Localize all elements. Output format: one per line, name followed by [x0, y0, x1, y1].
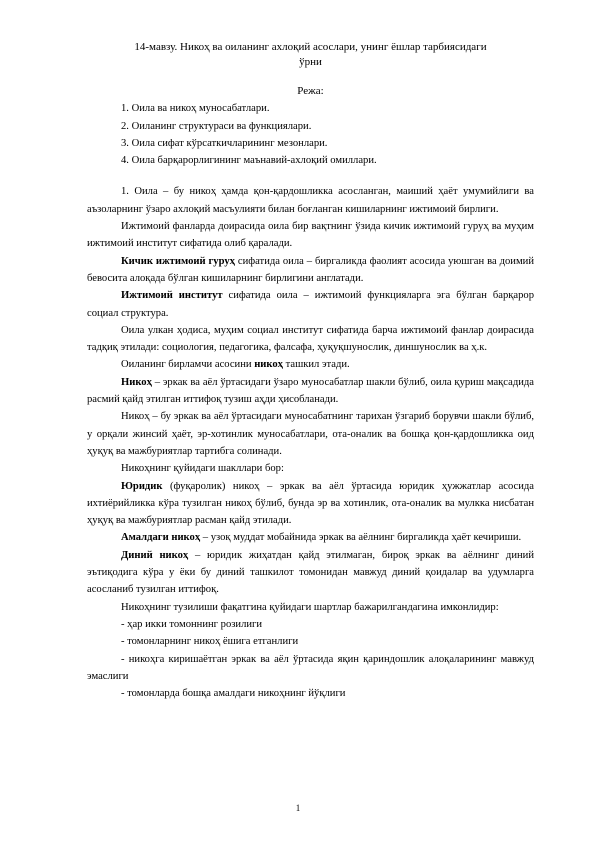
- paragraph: Кичик ижтимоий гуруҳ сифатида оила – биргаликда фаолият асосида уюшган ва доимий бевосита алоқада бўлган кишиларнинг бирлигини англатади.: [87, 255, 534, 284]
- paragraph: Никоҳ – эркак ва аёл ўртасидаги ўзаро муносабатлар шакли бўлиб, оила қуриш мақсадида расмий қайд этилган иттифоқ тузиш аҳди ҳисобланади.: [87, 376, 534, 406]
- paragraph: Амалдаги никоҳ – узоқ муддат мобайнида эркак ва аёлнинг биргаликда ҳаёт кечириши.: [121, 532, 522, 544]
- paragraph: Ижтимоий институт сифатида оила – ижтимоий функцияларга эга бўлган барқарор социал структура.: [87, 290, 534, 319]
- paragraph: Диний никоҳ – юридик жиҳатдан қайд этилмаган, бироқ эркак ва аёлнинг диний эътиқодига кўра у ёки бу диний ташкилот томонидан мавжуд диний қоидалар ва удумларга асосланиб тузилган иттифоқ.: [87, 549, 534, 596]
- title-line-2: ўрни: [299, 56, 322, 68]
- paragraph: Никоҳнинг қуйидаги шакллари бор:: [121, 463, 284, 475]
- title-line-1: 14-мавзу. Никоҳ ва оиланинг ахлоқий асослари, унинг ёшлар тарбиясидаги: [134, 41, 487, 53]
- bold-term: Амалдаги никоҳ: [121, 532, 201, 544]
- condition-item: - томонларда бошқа амалдаги никоҳнинг йўқлиги: [121, 688, 346, 700]
- bold-term: Ижтимоий институт: [121, 290, 223, 302]
- condition-item: - никоҳга киришаётган эркак ва аёл ўртасида яқин қариндошлик алоқаларининг мавжуд эмаслиги: [87, 653, 534, 682]
- paragraph: Никоҳнинг тузилиши фақатгина қуйидаги шартлар бажарилгандагина имконлидир:: [121, 601, 499, 613]
- condition-item: - ҳар икки томоннинг розилиги: [121, 618, 263, 630]
- plan-heading: Режа:: [297, 85, 324, 97]
- paragraph: Ижтимоий фанларда доирасида оила бир вақтнинг ўзида кичик ижтимоий гуруҳ ва муҳим ижтимоий институт сифатида олиб қаралади.: [87, 221, 534, 250]
- plan-item: 4. Оила барқарорлигининг маънавий-ахлоқий омиллари.: [121, 155, 377, 167]
- page-number: 1: [295, 803, 301, 813]
- document-title: [87, 40, 534, 70]
- plan-item: 3. Оила сифат кўрсаткичларининг мезонлари.: [121, 137, 328, 149]
- bold-term: Диний никоҳ: [121, 549, 189, 561]
- bold-term: Юридик: [121, 480, 163, 492]
- paragraph: Юридик (фуқаролик) никоҳ – эркак ва аёл ўртасида юридик ҳужжатлар асосида ихтиёрийликка кўра тузилган никоҳ бўлиб, бунда эр ва хотинлик, ота-оналик ва мулкка нисбатан ҳуқуқ ва мажбуриятлар расман қайд этилади.: [87, 480, 534, 527]
- paragraph: 1. Оила – бу никоҳ ҳамда қон-қардошликка асосланган, маиший ҳаёт умумийлиги ва аъзоларнинг ўзаро ахлоқий масъулияти билан боғланган кишиларнинг ижтимоий бирлиги.: [87, 186, 534, 215]
- plan-item: 1. Оила ва никоҳ муносабатлари.: [121, 103, 270, 115]
- paragraph: Никоҳ – бу эркак ва аёл ўртасидаги муносабатнинг тарихан ўзгариб борувчи шакли бўлиб, у орқали жинсий ҳаёт, эр-хотинлик муносабатлари, ота-оналик ва бошқа қон-қардошликка оид ҳуқуқ ва мажбуриятлар тартибга солинади.: [87, 411, 534, 457]
- bold-term: Кичик ижтимоий гуруҳ: [121, 255, 235, 267]
- plan-list: [87, 100, 534, 169]
- paragraph: Оила улкан ҳодиса, муҳим социал институт сифатида барча ижтимоий фанлар доирасида тадқиқ этилади: социология, педагогика, фалсафа, ҳуқуқшунослик, диншунослик ва ҳ.к.: [87, 324, 534, 354]
- paragraph: Оиланинг бирламчи асосини никоҳ ташкил этади.: [121, 359, 350, 371]
- bold-term: никоҳ: [254, 359, 283, 371]
- plan-item: 2. Оиланинг структураси ва функциялари.: [121, 120, 312, 132]
- bold-term: Никоҳ: [121, 376, 152, 388]
- condition-item: - томонларнинг никоҳ ёшига етганлиги: [121, 636, 299, 648]
